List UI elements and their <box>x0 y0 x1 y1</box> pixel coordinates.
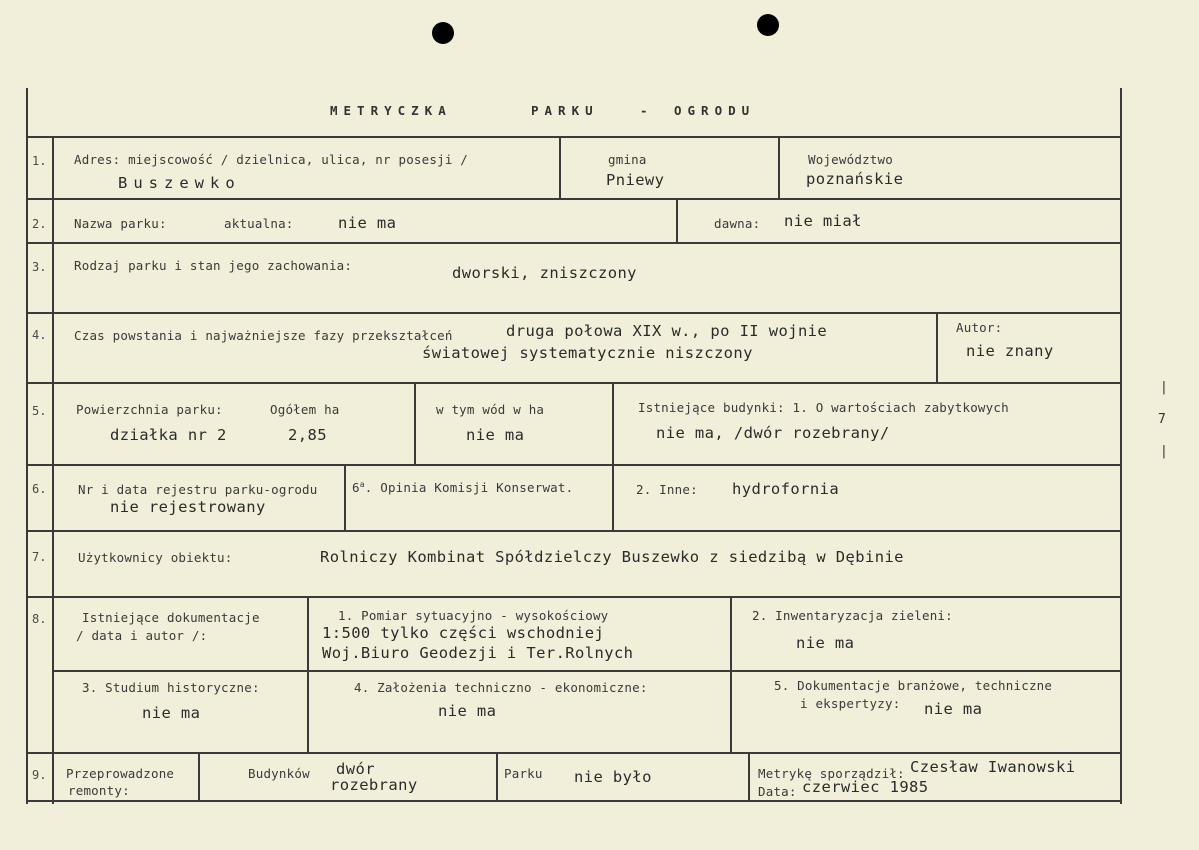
r9-divider-a <box>198 752 200 802</box>
number-column-border <box>52 136 54 804</box>
divider-row8-mid <box>52 670 1122 672</box>
users-value: Rolniczy Kombinat Spółdzielczy Buszewko z siedzibą w Dębinie <box>320 548 904 566</box>
margin-mark-1: | <box>1160 380 1168 395</box>
building-repairs-label: Budynków <box>248 766 310 781</box>
documentation-label-line1: Istniejące dokumentacje <box>82 610 260 625</box>
building-repairs-value-line2: rozebrany <box>330 776 418 794</box>
sector-docs-label-line2: i ekspertyzy: <box>800 696 901 711</box>
row-number: 3. <box>32 260 47 274</box>
register-value: nie rejestrowany <box>110 498 266 516</box>
existing-buildings-value: nie ma, /dwór rozebrany/ <box>656 424 890 442</box>
r9-divider-c <box>748 752 750 802</box>
row-number: 6. <box>32 482 47 496</box>
punch-hole-right <box>757 14 779 36</box>
row-number: 5. <box>32 404 47 418</box>
sector-docs-value: nie ma <box>924 700 983 718</box>
divider-bottom <box>26 800 1122 802</box>
park-repairs-value: nie było <box>574 768 652 786</box>
row-number: 9. <box>32 768 47 782</box>
divider-row6 <box>26 530 1122 532</box>
form-left-border <box>26 88 28 804</box>
repairs-label-line1: Przeprowadzone <box>66 766 175 781</box>
sector-docs-label-line1: 5. Dokumentacje branżowe, techniczne <box>774 678 1053 693</box>
author-value: nie znany <box>966 342 1054 360</box>
r8-divider-a <box>307 596 309 752</box>
historical-study-value: nie ma <box>142 704 201 722</box>
title-dash: - <box>640 103 654 118</box>
survey-label: 1. Pomiar sytuacyjno - wysokościowy <box>338 608 609 623</box>
creation-time-label: Czas powstania i najważniejsze fazy przekształceń <box>74 328 453 343</box>
creation-time-value-line2: światowej systematycznie niszczony <box>422 344 753 362</box>
park-name-label: Nazwa parku: <box>74 216 167 231</box>
punch-hole-left <box>432 22 454 44</box>
divider-row2 <box>26 242 1122 244</box>
documentation-label-line2: / data i autor /: <box>76 628 208 643</box>
divider-row4 <box>26 382 1122 384</box>
total-area-value: 2,85 <box>288 426 327 444</box>
divider-row5 <box>26 464 1122 466</box>
gmina-label: gmina <box>608 152 647 167</box>
row-number: 1. <box>32 154 47 168</box>
park-type-label: Rodzaj parku i stan jego zachowania: <box>74 258 353 273</box>
current-name-value: nie ma <box>338 214 397 232</box>
former-name-value: nie miał <box>784 212 862 230</box>
gmina-value: Pniewy <box>606 171 665 189</box>
conservation-opinion-label: 6$^a$. Opinia Komisji Konserwat. <box>352 480 574 496</box>
title-word-metryczka: METRYCZKA <box>330 103 452 118</box>
existing-buildings-label: Istniejące budynki: 1. O wartościach zabytkowych <box>638 400 1009 415</box>
former-name-label: dawna: <box>714 216 761 231</box>
r6-divider-a <box>344 464 346 530</box>
r8-divider-b <box>730 596 732 752</box>
date-value: czerwiec 1985 <box>802 778 929 796</box>
park-record-form <box>26 88 1124 804</box>
r4-divider <box>936 312 938 382</box>
row-number: 8. <box>32 612 47 626</box>
divider-row1 <box>26 198 1122 200</box>
other-label: 2. Inne: <box>636 482 698 497</box>
prepared-by-label: Metrykę sporządził: <box>758 766 905 781</box>
water-area-label: w tym wód w ha <box>436 402 545 417</box>
title-word-parku: PARKU <box>531 103 599 118</box>
survey-value-line1: 1:500 tylko części wschodniej <box>322 624 605 642</box>
divider-title <box>26 136 1122 138</box>
historical-study-label: 3. Studium historyczne: <box>82 680 260 695</box>
creation-time-value-line1: druga połowa XIX w., po II wojnie <box>506 322 828 340</box>
divider-row3 <box>26 312 1122 314</box>
voivodeship-value: poznańskie <box>806 170 904 188</box>
divider-row7 <box>26 596 1122 598</box>
r1-divider-a <box>559 136 561 198</box>
plot-value: działka nr 2 <box>110 426 227 444</box>
total-area-label: Ogółem ha <box>270 402 340 417</box>
form-right-border <box>1120 88 1122 804</box>
author-label: Autor: <box>956 320 1003 335</box>
margin-mark-3: | <box>1160 444 1168 459</box>
users-label: Użytkownicy obiektu: <box>78 550 233 565</box>
r5-divider-b <box>612 382 614 464</box>
survey-value-line2: Woj.Biuro Geodezji i Ter.Rolnych <box>322 644 634 662</box>
divider-row8 <box>26 752 1122 754</box>
greenery-inventory-label: 2. Inwentaryzacja zieleni: <box>752 608 953 623</box>
date-label: Data: <box>758 784 797 799</box>
park-repairs-label: Parku <box>504 766 543 781</box>
r5-divider-a <box>414 382 416 464</box>
prepared-by-value: Czesław Iwanowski <box>910 758 1076 776</box>
current-name-label: aktualna: <box>224 216 294 231</box>
margin-mark-2: 7 <box>1158 412 1166 427</box>
register-label: Nr i data rejestru parku-ogrodu <box>78 482 318 497</box>
r6-divider-b <box>612 464 614 530</box>
r1-divider-b <box>778 136 780 198</box>
r9-divider-b <box>496 752 498 802</box>
greenery-inventory-value: nie ma <box>796 634 855 652</box>
area-label: Powierzchnia parku: <box>76 402 223 417</box>
r2-divider <box>676 198 678 242</box>
park-type-value: dworski, zniszczony <box>452 264 637 282</box>
technical-assumptions-value: nie ma <box>438 702 497 720</box>
title-word-ogrodu: OGRODU <box>674 103 756 118</box>
water-area-value: nie ma <box>466 426 525 444</box>
row-number: 4. <box>32 328 47 342</box>
address-value: Buszewko <box>118 174 241 192</box>
repairs-label-line2: remonty: <box>68 783 130 798</box>
address-label: Adres: miejscowość / dzielnica, ulica, nr posesji / <box>74 152 469 167</box>
row-number: 2. <box>32 217 47 231</box>
voivodeship-label: Województwo <box>808 152 893 167</box>
building-repairs-value-line1: dwór <box>336 760 375 778</box>
technical-assumptions-label: 4. Założenia techniczno - ekonomiczne: <box>354 680 648 695</box>
other-value: hydrofornia <box>732 480 840 498</box>
row-number: 7. <box>32 550 47 564</box>
